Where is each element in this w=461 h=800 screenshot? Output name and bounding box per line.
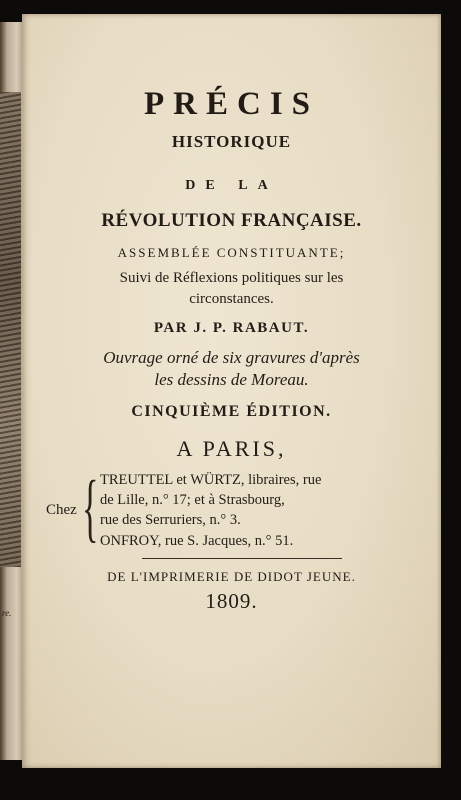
publisher-line-1: TREUTTEL et WÜRTZ, libraires, rue [100, 472, 322, 488]
publisher-brace-icon: { [82, 466, 99, 550]
title-line-de-la: DE LA [185, 178, 278, 193]
author-line: PAR J. P. RABAUT. [153, 320, 310, 336]
illustration-note-line-1: Ouvrage orné de six gravures d'après [103, 348, 360, 367]
title-line-revolution: RÉVOLUTION FRANÇAISE. [101, 210, 362, 231]
title-page [22, 14, 441, 768]
subtitle-line-2: circonstances. [189, 291, 274, 307]
divider-rule [142, 558, 342, 559]
publisher-line-2: de Lille, n.° 17; et à Strasbourg, [100, 492, 285, 508]
subtitle-line-1: Suivi de Réflexions politiques sur les [119, 270, 344, 286]
title-line-precis: PRÉCIS [143, 86, 320, 122]
publisher-chez: Chez [46, 502, 77, 518]
publisher-line-3: rue des Serruriers, n.° 3. [100, 512, 241, 528]
title-line-assemblee: ASSEMBLÉE CONSTITUANTE; [117, 245, 346, 260]
illustration-note-line-2: les dessins de Moreau. [154, 370, 309, 389]
title-line-historique: HISTORIQUE [171, 132, 292, 151]
facing-page [0, 22, 24, 760]
place-line: A PARIS, [176, 436, 287, 461]
frontispiece-engraving [0, 92, 21, 567]
publisher-line-4: ONFROY, rue S. Jacques, n.° 51. [100, 533, 294, 549]
year-line: 1809. [205, 589, 258, 613]
engraving-caption: re. [2, 608, 12, 618]
printer-line: DE L'IMPRIMERIE DE DIDOT JEUNE. [107, 569, 356, 584]
edition-line: CINQUIÈME ÉDITION. [131, 403, 332, 420]
